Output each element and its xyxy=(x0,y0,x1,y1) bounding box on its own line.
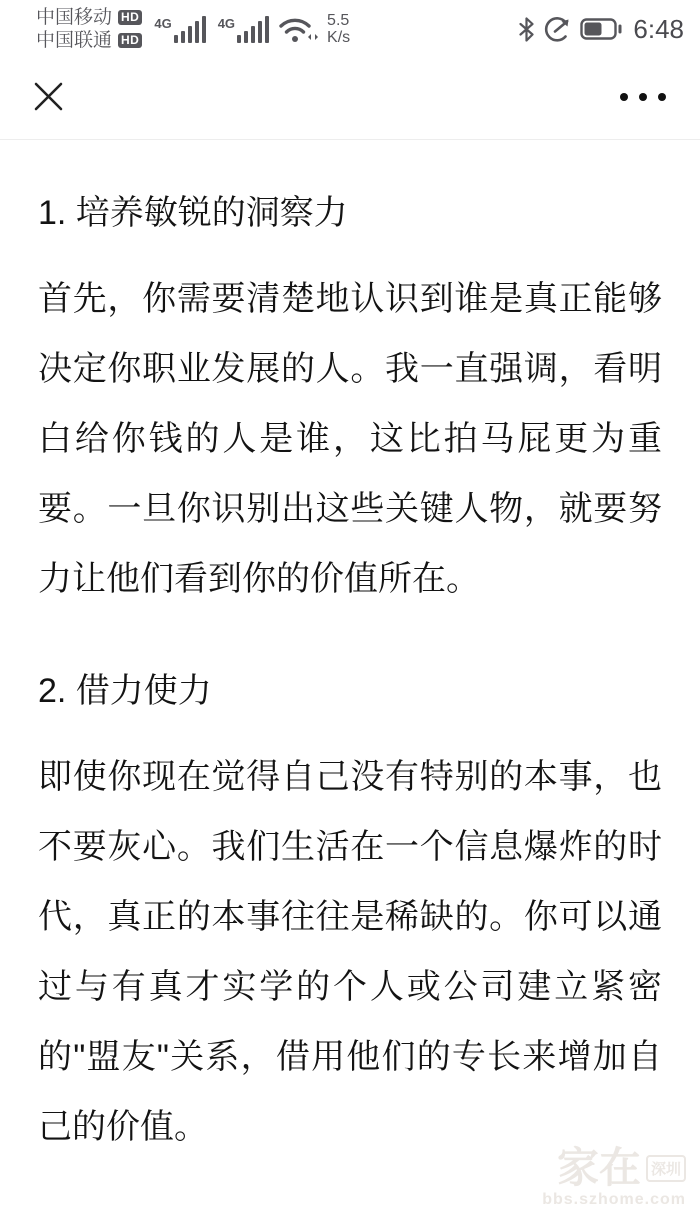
watermark-badge: 深圳 xyxy=(646,1155,686,1182)
more-icon xyxy=(620,93,666,101)
network-speed xyxy=(327,12,350,46)
carrier-block xyxy=(36,7,142,52)
carrier-2-label: 中国联通 xyxy=(36,29,113,51)
hd-badge-2: HD xyxy=(118,33,142,48)
article-content xyxy=(0,190,700,1162)
network-speed-unit: K/s xyxy=(327,29,351,46)
network-speed-value: 5.5 xyxy=(327,12,350,29)
section-heading-2: 2. 借力使力 xyxy=(38,672,212,710)
status-bar-right xyxy=(519,14,684,45)
watermark-main-text: 家在 xyxy=(556,1144,641,1191)
bluetooth-icon xyxy=(519,17,534,42)
hd-badge-1: HD xyxy=(118,10,142,25)
carrier-row-2 xyxy=(36,30,142,52)
performance-mode-icon xyxy=(543,16,571,43)
status-bar xyxy=(0,0,700,54)
sim2-network-label: 4G xyxy=(217,15,236,31)
carrier-1-label: 中国移动 xyxy=(36,6,113,28)
sim2-network xyxy=(218,16,269,43)
signal-bars-icon xyxy=(237,16,269,43)
clock-time: 6:48 xyxy=(633,13,684,44)
article-header xyxy=(0,54,700,140)
section-paragraph-2: 即使你现在觉得自己没有特别的本事，也不要灰心。我们生活在一个信息爆炸的时代，真正的本事往往是稀缺的。你可以通过与有真才实学的个人或公司建立紧密的"盟友"关系，借用他们的专长来增加自己的价值。 xyxy=(38,758,662,1146)
watermark-row xyxy=(542,1146,686,1190)
section-paragraph-1: 首先，你需要清楚地认识到谁是真正能够决定你职业发展的人。我一直强调，看明白给你钱的人是谁，这比拍马屁更为重要。一旦你识别出这些关键人物，就要努力让他们看到你的价值所在。 xyxy=(38,280,662,598)
site-watermark xyxy=(542,1146,686,1209)
wifi-icon xyxy=(278,15,318,43)
carrier-row-1 xyxy=(36,7,142,29)
close-icon xyxy=(32,80,65,113)
close-button[interactable] xyxy=(24,72,73,121)
sim1-network-label: 4G xyxy=(154,15,172,31)
more-button[interactable] xyxy=(612,85,674,109)
sim1-network xyxy=(154,16,205,43)
section-heading-1: 1. 培养敏锐的洞察力 xyxy=(38,194,348,232)
battery-icon xyxy=(580,18,622,40)
signal-bars-icon xyxy=(174,16,206,43)
watermark-url: bbs.szhome.com xyxy=(542,1191,686,1208)
